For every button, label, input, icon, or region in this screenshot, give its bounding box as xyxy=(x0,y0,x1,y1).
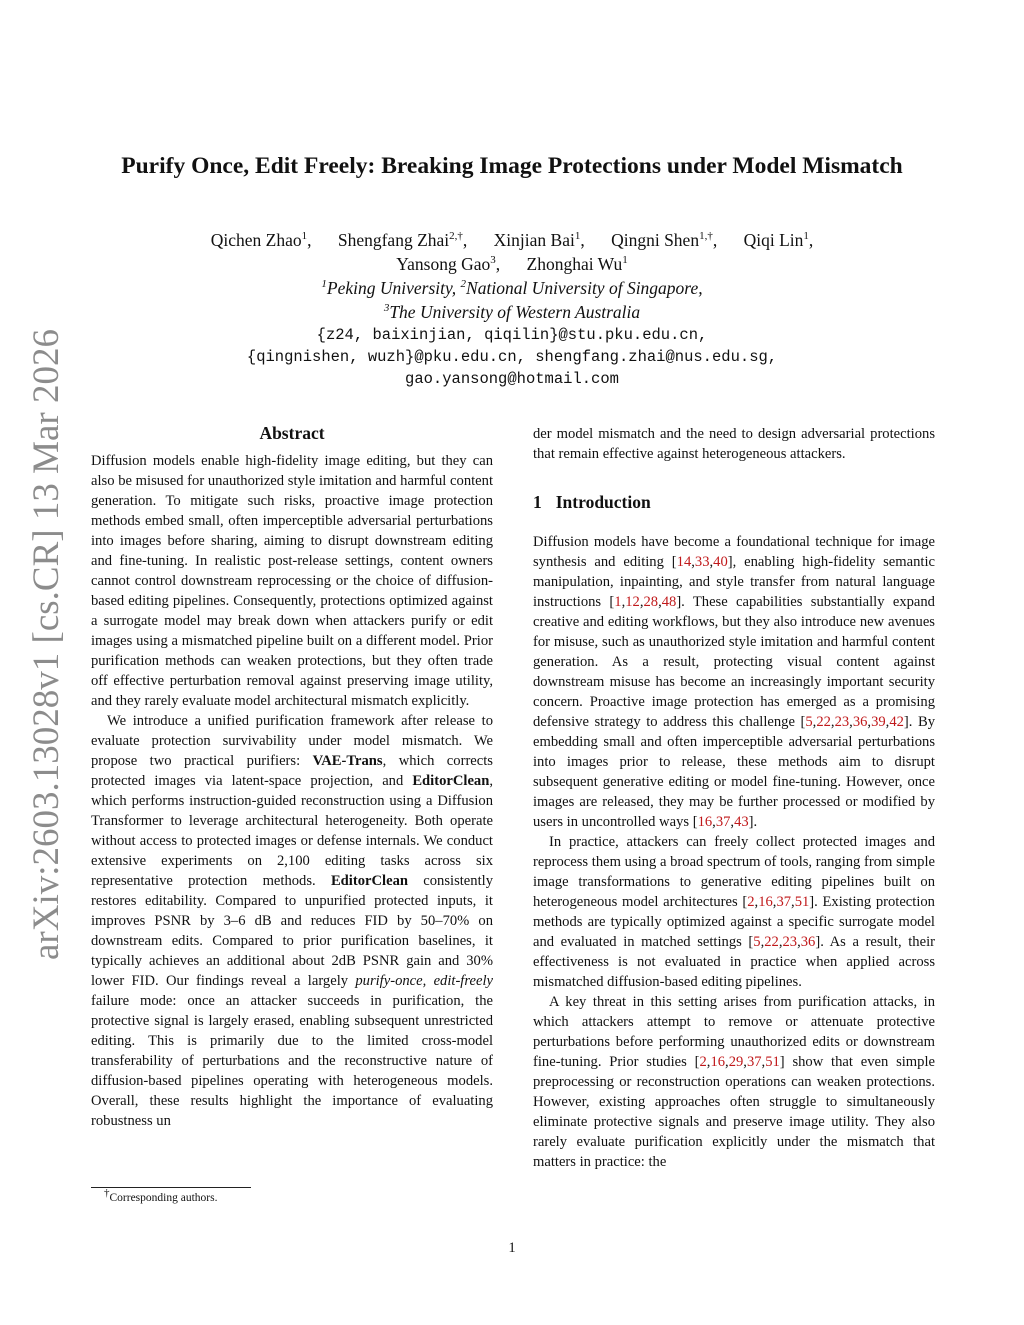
email-line: gao.yansong@hotmail.com xyxy=(405,370,619,388)
author: Xinjian Bai$^1$, xyxy=(493,230,585,250)
intro-paragraph-3: A key threat in this setting arises from purification attacks, in which attackers attempt to remove or attenuate protective perturbations before performing unauthorized edits or downstream fine-tuning. Prior studies [2,16,29,37,51] show that even simple preprocessing or reconstruction operations can weaken protections. However, existing approaches often struggle to simultaneously eliminate protective signals and preserve image utility. They also rarely evaluate purification explicitly under the mismatch that matters in practice: the xyxy=(533,994,935,1170)
abstract-paragraph-1: Diffusion models enable high-fidelity image editing, but they can also be misused for unauthorized style imitation and harmful content generation. To mitigate such risks, proactive image protection methods embed small, often imperceptible adversarial perturbations into images before sharing, aiming to disrupt downstream editing and fine-tuning. In realistic post-release settings, content owners cannot control downstream reprocessing or the choice of diffusion-based editing pipelines. Consequently, protections optimized against a surrogate model may break down when attackers purify or edit images using a mismatched pipeline built on a different model. Prior purification methods can weaken protections, but they often trade off effective perturbation removal against preserving image utility, and they rarely evaluate model architectural mismatch explicitly. xyxy=(91,453,493,709)
citation-link[interactable]: 16 xyxy=(758,894,773,910)
citation-link[interactable]: 22 xyxy=(764,934,779,950)
left-column xyxy=(91,423,493,1131)
citation-link[interactable]: 2 xyxy=(699,1054,707,1070)
citation-link[interactable]: 33 xyxy=(694,554,710,570)
author: Qichen Zhao$^1$, xyxy=(210,230,312,250)
citation-link[interactable]: 5 xyxy=(753,934,761,950)
citation-link[interactable]: 23 xyxy=(782,934,798,950)
abstract-continuation: der model mismatch and the need to design adversarial protections that remain effective against heterogeneous attackers. xyxy=(533,426,935,462)
email-line: {qingnishen, wuzh}@pku.edu.cn, shengfang.zhai@nus.edu.sg, xyxy=(246,348,778,366)
citation-link[interactable]: 37 xyxy=(746,1054,762,1070)
citation-link[interactable]: 42 xyxy=(889,714,904,730)
citation-link[interactable]: 28 xyxy=(643,594,659,610)
author: Shengfang Zhai$^{2,\dagger}$, xyxy=(337,230,468,250)
intro-paragraph-1: Diffusion models have become a foundational technique for image synthesis and editing [14,33,40], enabling high-fidelity semantic manipulation, inpainting, and style transfer from natural language instructions [1,12,28,48]. These capabilities substantially expand creative and editing workflows, but they also introduce new avenues for misuse, such as unauthorized style imitation and harmful content generation. As a result, protecting visual content against downstream misuse has become an increasingly important security concern. Proactive image protection has emerged as a promising defensive strategy to address this challenge [5,22,23,36,39,42]. By embedding small and often imperceptible adversarial perturbations into images prior to release, these methods aim to disrupt subsequent generative editing or model fine-tuning. However, once images are released, they may be further processed or modified by users in uncontrolled ways [16,37,43]. xyxy=(533,534,936,830)
page-number: 1 xyxy=(508,1240,516,1256)
email-line: {z24, baixinjian, qiqilin}@stu.pku.edu.cn, xyxy=(316,326,708,344)
citation-link[interactable]: 51 xyxy=(794,894,810,910)
citation-link[interactable]: 40 xyxy=(713,554,728,570)
author: Qingni Shen$^{1,\dagger}$, xyxy=(611,230,718,250)
citation-link[interactable]: 36 xyxy=(852,714,868,730)
citation-link[interactable]: 2 xyxy=(747,894,755,910)
right-column xyxy=(533,424,935,1172)
intro-paragraph-2: In practice, attackers can freely collect protected images and reprocess them using a broad spectrum of tools, ranging from simple image transformations to generative editing pipelines built on heterogeneous model architectures [2,16,37,51]. Existing protection methods are typically optimized against a specific surrogate model and evaluated in matched settings [5,22,23,36]. As a result, their effectiveness is not evaluated in practice when applied across mismatched diffusion-based editing pipelines. xyxy=(533,834,935,990)
paper-title: Purify Once, Edit Freely: Breaking Image Protections under Model Mismatch xyxy=(121,153,903,179)
citation-link[interactable]: 14 xyxy=(676,554,692,570)
author-line-1 xyxy=(0,228,1024,252)
footnote-rule xyxy=(91,1187,251,1188)
author: Zhonghai Wu$^1$ xyxy=(526,254,628,274)
citation-link[interactable]: 16 xyxy=(710,1054,726,1070)
citation-link[interactable]: 5 xyxy=(805,714,813,730)
affiliation-line-2: $^3$The University of Western Australia xyxy=(383,302,641,322)
arxiv-sidebar xyxy=(22,329,72,960)
citation-link[interactable]: 43 xyxy=(734,814,749,830)
author: Qiqi Lin$^1$, xyxy=(743,230,814,250)
citation-link[interactable]: 1 xyxy=(614,594,622,610)
abstract-heading: Abstract xyxy=(259,423,325,443)
citation-link[interactable]: 16 xyxy=(697,814,713,830)
citation-link[interactable]: 22 xyxy=(816,714,831,730)
author-line-2 xyxy=(0,252,1024,276)
section-heading: 1 Introduction xyxy=(533,492,651,512)
citation-link[interactable]: 51 xyxy=(765,1054,780,1070)
citation-link[interactable]: 37 xyxy=(776,894,792,910)
author: Yansong Gao$^3$, xyxy=(396,254,501,274)
citation-link[interactable]: 12 xyxy=(625,594,640,610)
citation-link[interactable]: 23 xyxy=(834,714,850,730)
citation-link[interactable]: 39 xyxy=(871,714,886,730)
abstract-paragraph-2: We introduce a unified purification framework after release to evaluate protection survivability under model mismatch. We propose two practical purifiers: VAE-Trans, which corrects protected images via latent-space projection, and EditorClean, which performs instruction-guided reconstruction using a Diffusion Transformer to leverage architectural heterogeneity. Both operate without access to protected images or defense internals. We conduct extensive experiments on 2,100 editing tasks across six representative protection methods. EditorClean consistently restores editability. Compared to unpurified protected inputs, it improves PSNR by 3–6 dB and reduces FID by 50–70% on downstream edits. Compared to prior purification baselines, it typically achieves an additional about 2dB PSNR gain and 30% lower FID. Our findings reveal a largely purify-once, edit-freely failure mode: once an attacker succeeds in purification, the protective signal is largely erased, enabling subsequent unrestricted editing. This is primarily due to the limited cross-model transferability of perturbations and the reconstructive nature of diffusion-based pipelines operating with heterogeneous models. Overall, these results highlight the importance of evaluating robustness un xyxy=(91,713,493,1129)
citation-link[interactable]: 29 xyxy=(728,1054,744,1070)
citation-link[interactable]: 36 xyxy=(800,934,816,950)
arxiv-identifier: arXiv:2603.13028v1 [cs.CR] 13 Mar 2026 xyxy=(26,329,67,960)
affiliation-line-1: $^1$Peking University, $^2$National University of Singapore, xyxy=(321,278,703,298)
footnote: †Corresponding authors. xyxy=(104,1187,218,1204)
author-block xyxy=(0,228,1024,390)
citation-link[interactable]: 48 xyxy=(661,594,677,610)
citation-link[interactable]: 37 xyxy=(715,814,731,830)
